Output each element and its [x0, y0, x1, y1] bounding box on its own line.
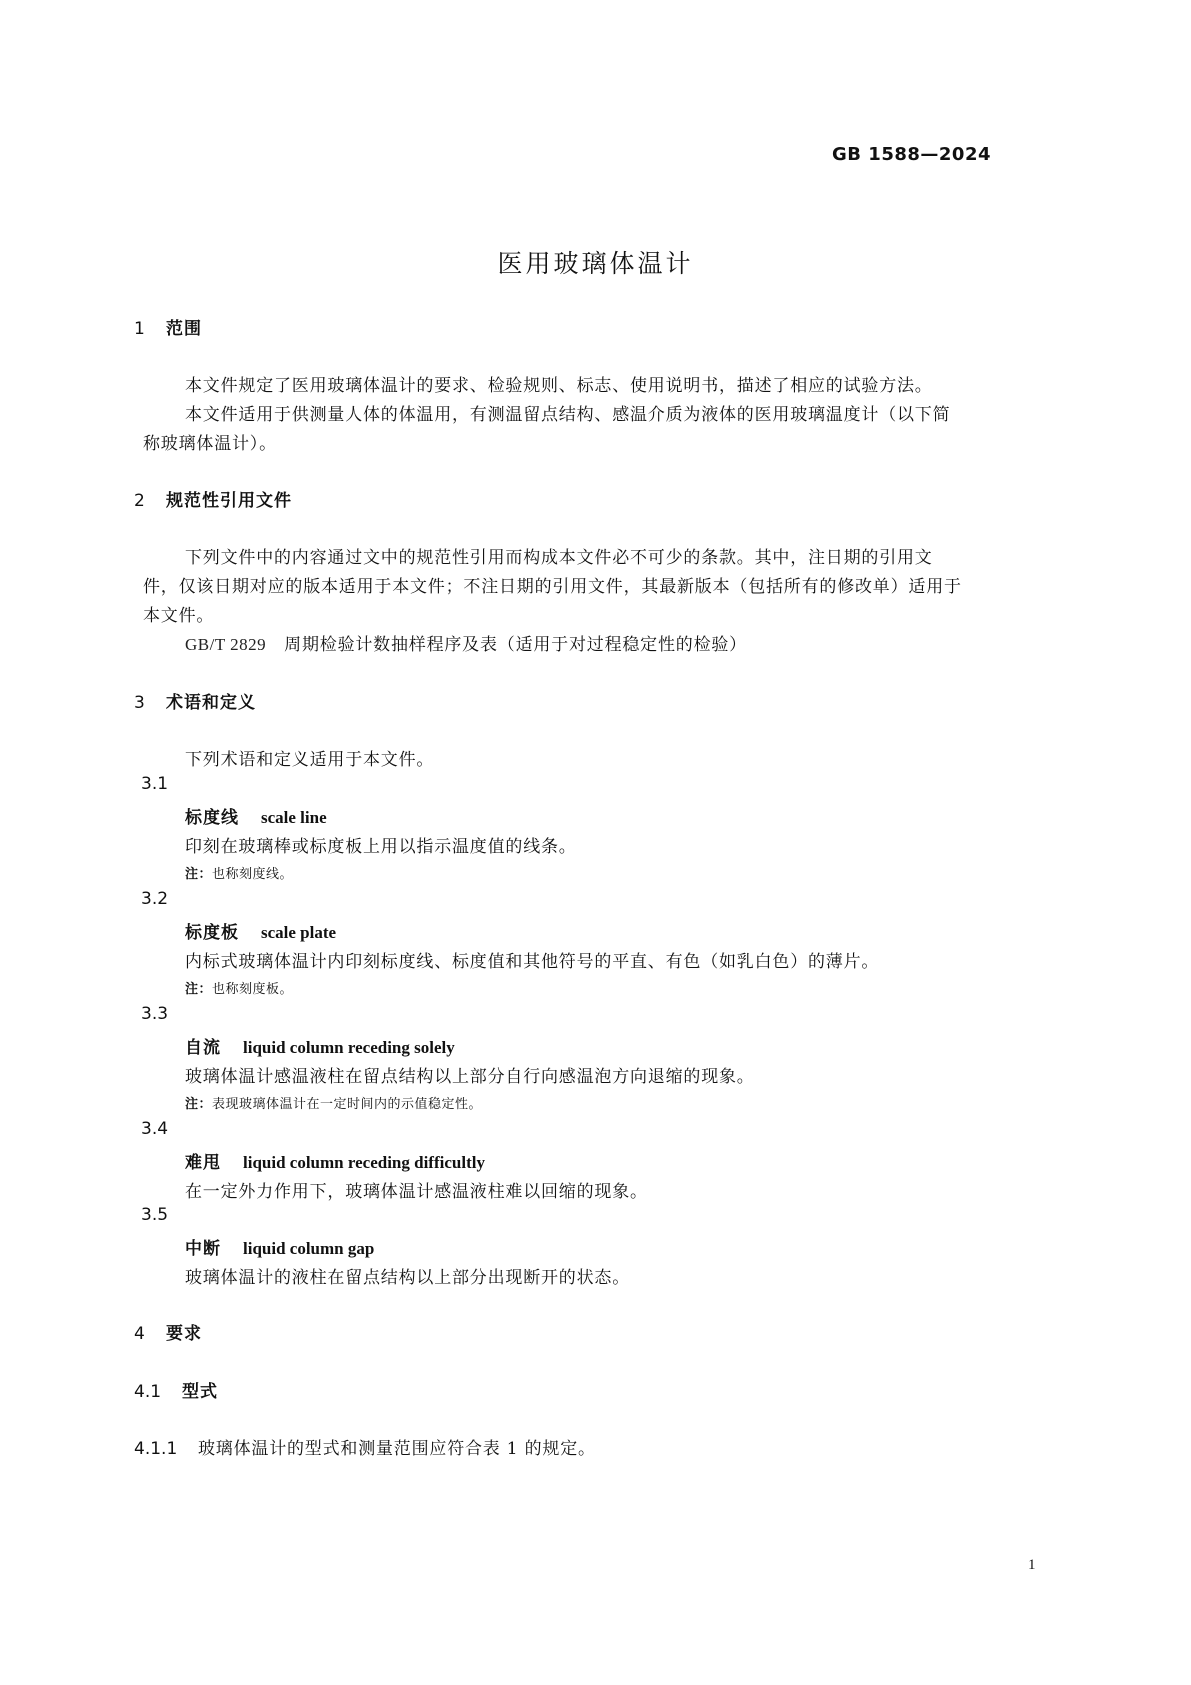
subsection-title: 型式 [182, 1382, 218, 1402]
term-name [185, 1234, 374, 1259]
paragraph: 下列文件中的内容通过文中的规范性引用而构成本文件必不可少的条款。其中，注日期的引用文 [185, 548, 933, 568]
term-number: 3.4 [141, 1119, 169, 1139]
subsection-4-1-heading [134, 1377, 218, 1402]
term-definition: 在一定外力作用下，玻璃体温计感温液柱难以回缩的现象。 [185, 1182, 648, 1202]
section-1-heading [134, 314, 202, 339]
page-number: 1 [1028, 1557, 1036, 1573]
term-name [185, 1033, 455, 1058]
section-number: 1 [134, 319, 146, 339]
paragraph-continuation: 本文件。 [143, 606, 215, 626]
paragraph-continuation: 件，仅该日期对应的版本适用于本文件；不注日期的引用文件，其最新版本（包括所有的修改单）适用于 [143, 577, 962, 597]
paragraph: 本文件规定了医用玻璃体温计的要求、检验规则、标志、使用说明书，描述了相应的试验方法。 [185, 376, 933, 396]
term-chinese: 难甩 [185, 1153, 221, 1173]
section-title: 要求 [166, 1324, 202, 1344]
note-label: 注： [185, 982, 213, 997]
paragraph: 本文件适用于供测量人体的体温用，有测温留点结构、感温介质为液体的医用玻璃温度计（以下简 [185, 405, 951, 425]
term-english: liquid column receding difficultly [243, 1153, 485, 1172]
note-text: 也称刻度线。 [212, 867, 294, 882]
term-english: liquid column gap [243, 1239, 375, 1258]
term-english: scale plate [261, 923, 337, 942]
section-number: 3 [134, 693, 146, 713]
term-number: 3.3 [141, 1004, 169, 1024]
section-number: 4 [134, 1324, 146, 1344]
term-note [185, 978, 293, 997]
subsection-number: 4.1 [134, 1382, 162, 1402]
term-chinese: 自流 [185, 1038, 221, 1058]
term-name [185, 803, 327, 828]
note-text: 也称刻度板。 [212, 982, 294, 997]
term-note [185, 863, 293, 882]
term-english: liquid column receding solely [243, 1038, 455, 1057]
reference-title: 周期检验计数抽样程序及表（适用于对过程稳定性的检验） [284, 635, 747, 655]
normative-reference [185, 630, 747, 655]
term-note [185, 1093, 482, 1112]
section-number: 2 [134, 491, 146, 511]
term-english: scale line [261, 808, 327, 827]
note-label: 注： [185, 1097, 213, 1112]
term-name [185, 918, 336, 943]
term-definition: 内标式玻璃体温计内印刻标度线、标度值和其他符号的平直、有色（如乳白色）的薄片。 [185, 952, 880, 972]
note-text: 表现玻璃体温计在一定时间内的示值稳定性。 [212, 1097, 483, 1112]
reference-code: GB/T 2829 [185, 635, 267, 654]
term-definition: 玻璃体温计的液柱在留点结构以上部分出现断开的状态。 [185, 1268, 630, 1288]
section-3-heading [134, 688, 256, 713]
term-chinese: 标度板 [185, 923, 239, 943]
clause-4-1-1 [134, 1434, 596, 1459]
standard-code: GB 1588—2024 [832, 144, 991, 165]
section-title: 规范性引用文件 [166, 491, 292, 511]
term-number: 3.5 [141, 1205, 169, 1225]
paragraph: 下列术语和定义适用于本文件。 [185, 750, 435, 770]
term-name [185, 1148, 485, 1173]
term-chinese: 中断 [185, 1239, 221, 1259]
term-definition: 印刻在玻璃棒或标度板上用以指示温度值的线条。 [185, 837, 577, 857]
clause-number: 4.1.1 [134, 1439, 178, 1459]
term-definition: 玻璃体温计感温液柱在留点结构以上部分自行向感温泡方向退缩的现象。 [185, 1067, 755, 1087]
section-2-heading [134, 486, 292, 511]
section-4-heading [134, 1319, 202, 1344]
paragraph-continuation: 称玻璃体温计）。 [143, 434, 277, 454]
document-title: 医用玻璃体温计 [497, 249, 694, 278]
clause-text: 玻璃体温计的型式和测量范围应符合表 1 的规定。 [198, 1439, 596, 1459]
note-label: 注： [185, 867, 213, 882]
section-title: 范围 [166, 319, 202, 339]
term-number: 3.2 [141, 889, 169, 909]
term-number: 3.1 [141, 774, 169, 794]
section-title: 术语和定义 [166, 693, 256, 713]
term-chinese: 标度线 [185, 808, 239, 828]
